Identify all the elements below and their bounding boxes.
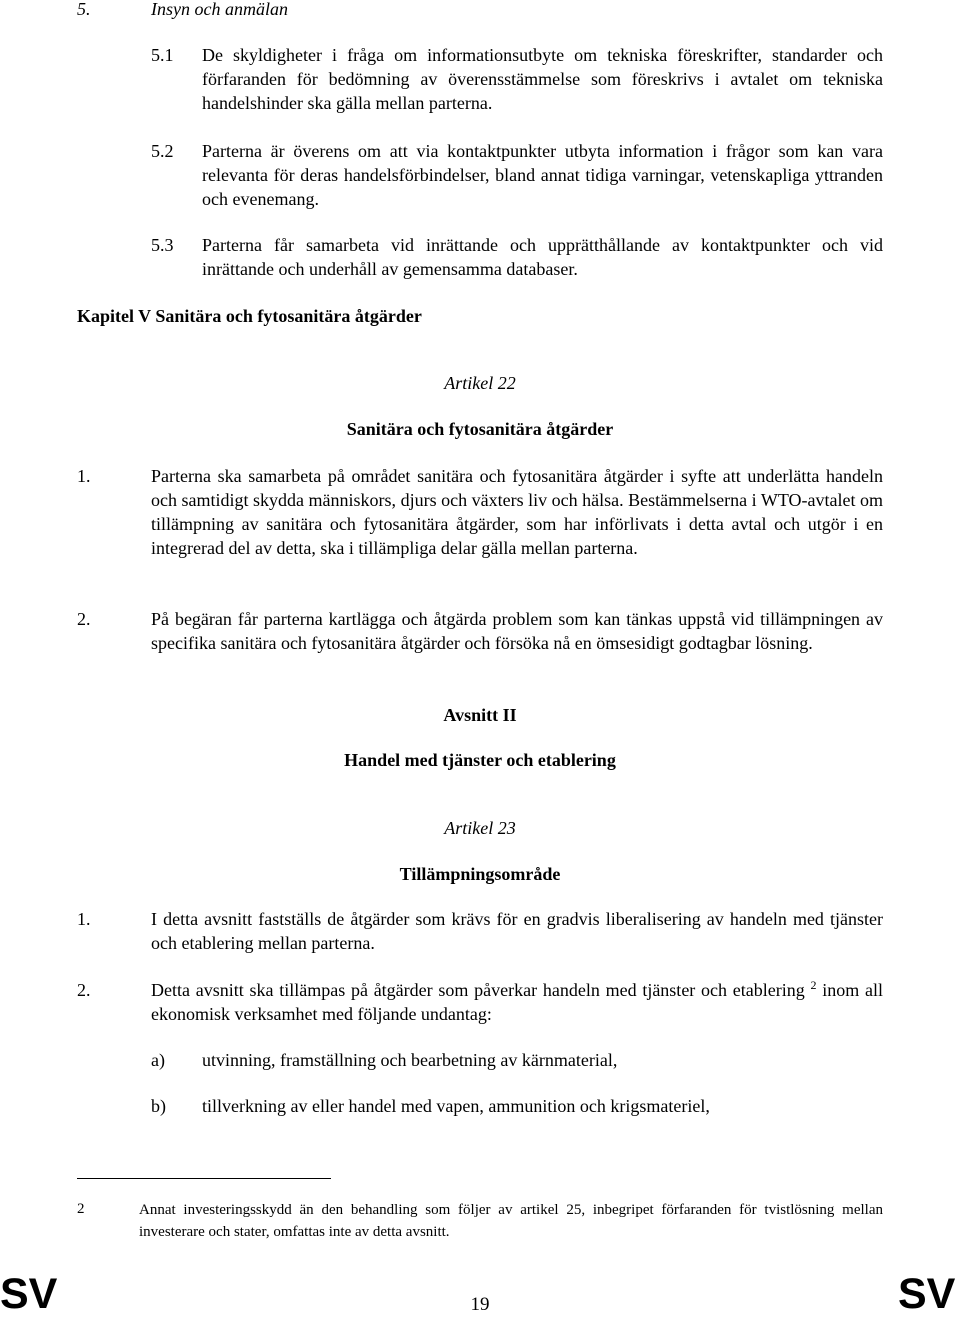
section-ii-label: Avsnitt II: [443, 705, 517, 725]
section-number: 5.: [77, 0, 91, 19]
page-number: 19: [470, 1294, 490, 1315]
article-23-paragraph-2-text-after: inom all ekonomisk verksamhet med följande undantag:: [151, 980, 883, 1024]
item-number-5-3: 5.3: [151, 235, 174, 255]
article-23-title: Tillämpningsområde: [399, 864, 561, 884]
footnote-number: 2: [77, 1201, 85, 1217]
chapter-heading: Kapitel V Sanitära och fytosanitära åtgärder: [77, 306, 422, 326]
footnote-reference[interactable]: 2: [810, 978, 817, 992]
item-text-5-3: Parterna får samarbeta vid inrättande och upprätthållande av kontaktpunkter och vid inrättande och underhåll av gemensamma databaser.: [202, 235, 883, 279]
article-22-label: Artikel 22: [444, 373, 516, 393]
article-22-paragraph-2-text: På begäran får parterna kartlägga och åtgärda problem som kan tänkas uppstå vid tillämpningen av specifika sanitära och fytosanitära åtgärder och försöka nå en ömsesidigt godtagbar lösning.: [151, 609, 883, 653]
article-22-paragraph-2-number: 2.: [77, 609, 91, 629]
language-code-right: SV: [898, 1270, 956, 1318]
exception-a-text: utvinning, framställning och bearbetning av kärnmaterial,: [202, 1050, 618, 1070]
language-code-left: SV: [0, 1270, 58, 1318]
item-text-5-1: De skyldigheter i fråga om informationsutbyte om tekniska föreskrifter, standarder och förfaranden för bedömning av överensstämmelse som föreskrivs i avtalet om tekniska handelshinder ska gälla mellan parterna.: [202, 45, 883, 113]
exception-b-letter: b): [151, 1096, 166, 1116]
section-title: Insyn och anmälan: [151, 0, 288, 19]
article-22-paragraph-1-number: 1.: [77, 466, 91, 486]
exception-a-letter: a): [151, 1050, 165, 1070]
article-22-title: Sanitära och fytosanitära åtgärder: [346, 419, 614, 439]
article-23-paragraph-2-text-before: Detta avsnitt ska tillämpas på åtgärder som påverkar handeln med tjänster och etablering: [151, 980, 805, 1000]
article-23-paragraph-1-number: 1.: [77, 909, 91, 929]
article-23-label: Artikel 23: [444, 818, 516, 838]
article-23-paragraph-2-number: 2.: [77, 980, 91, 1000]
article-22-paragraph-1-text: Parterna ska samarbeta på området sanitära och fytosanitära åtgärder i syfte att underlätta handeln och samtidigt skydda människors, djurs och växters liv och hälsa. Bestämmelserna i WTO-avtalet om tillämpning av sanitära och fytosanitära åtgärder, som har införlivats i detta avtal och utgör i en integrerad del av detta, ska i tillämpliga delar gälla mellan parterna.: [151, 466, 883, 558]
item-text-5-2: Parterna är överens om att via kontaktpunkter utbyta information i frågor som kan vara relevanta för deras handelsförbindelser, bland annat tidiga varningar, vetenskapliga yttranden och evenemang.: [202, 141, 883, 209]
exception-b-text: tillverkning av eller handel med vapen, ammunition och krigsmateriel,: [202, 1096, 710, 1116]
footnote-text: Annat investeringsskydd än den behandling som följer av artikel 25, inbegripet förfaranden för tvistlösning mellan investerare och stater, omfattas inte av detta avsnitt.: [139, 1202, 883, 1240]
article-23-paragraph-2-text: [151, 978, 883, 1026]
article-23-paragraph-1-text: I detta avsnitt fastställs de åtgärder som krävs för en gradvis liberalisering av handeln med tjänster och etablering mellan parterna.: [151, 909, 883, 953]
item-number-5-1: 5.1: [151, 45, 174, 65]
footnote-separator: [77, 1178, 331, 1179]
section-ii-title: Handel med tjänster och etablering: [344, 750, 616, 770]
item-number-5-2: 5.2: [151, 141, 174, 161]
